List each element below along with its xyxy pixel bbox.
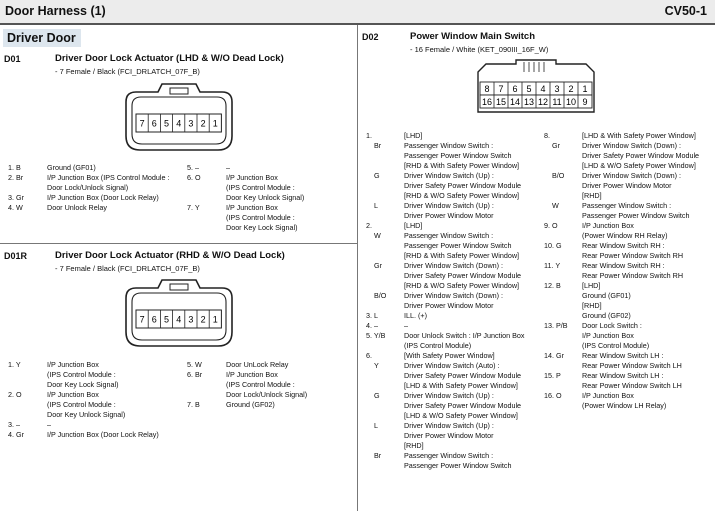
pin-label: 6. Br	[187, 370, 203, 379]
pin-description-line: Door Lock/Unlock Signal)	[226, 390, 308, 399]
pin-label: L	[374, 421, 378, 430]
pin-description-line: Driver Window Switch (Down) :	[404, 291, 504, 300]
pin-description-line: I/P Junction Box	[47, 390, 99, 399]
pin-description-line: Passenger Power Window Switch	[404, 461, 512, 470]
pin-description-line: Ground (GF02)	[582, 311, 631, 320]
pin-description-line: [RHD & W/O Safety Power Window]	[404, 281, 520, 290]
pin-description-line: [RHD & With Safety Power Window]	[404, 161, 520, 170]
pin-description-line: Driver Safety Power Window Module	[404, 371, 522, 380]
connector-subtitle-d01: - 7 Female / Black (FCI_DRLATCH_07F_B)	[55, 67, 200, 76]
connector-diagram-d02	[472, 58, 600, 116]
pin-description-line: Passenger Window Switch :	[582, 201, 672, 210]
pin-label: Br	[374, 141, 382, 150]
pin-label: 10. G	[544, 241, 562, 250]
pin-label: 11. Y	[544, 261, 561, 270]
pin-description-line: (IPS Control Module)	[582, 341, 650, 350]
connector-latch	[170, 284, 188, 290]
pin-description-line: (IPS Control Module :	[226, 380, 295, 389]
pin-label: 16. O	[544, 391, 562, 400]
pin-description-line: Driver Safety Power Window Module	[582, 151, 700, 160]
pin-description-line: [RHD & W/O Safety Power Window]	[404, 191, 520, 200]
pin-description-line: [LHD]	[404, 131, 423, 140]
pin-description-line: I/P Junction Box (IPS Control Module :	[47, 173, 170, 182]
pin-description-line: I/P Junction Box	[582, 221, 634, 230]
pin-number-d02-8: 8	[484, 84, 490, 94]
pin-description-line: Rear Window Switch LH :	[582, 371, 664, 380]
pin-description-line: Driver Window Switch (Up) :	[404, 201, 494, 210]
connector-code-d02: D02	[362, 32, 379, 42]
connector-subtitle-d01r: - 7 Female / Black (FCI_DRLATCH_07F_B)	[55, 264, 200, 273]
pin-description-line: –	[404, 321, 408, 330]
section-label: Driver Door	[3, 29, 81, 47]
pin-description-line: Door Unlock Switch : I/P Junction Box	[404, 331, 525, 340]
pin-label: 2. O	[8, 390, 22, 399]
pin-label: 4. –	[366, 321, 378, 330]
pin-description-line: Driver Power Window Motor	[404, 301, 494, 310]
pin-description-line: Driver Window Switch (Down) :	[582, 141, 682, 150]
section-separator	[0, 243, 357, 244]
pin-description-line: ILL. (+)	[404, 311, 427, 320]
pin-number-d02-4: 4	[540, 84, 546, 94]
pin-description-line: (IPS Control Module :	[47, 370, 116, 379]
connector-subtitle-d02: - 16 Female / White (KET_090III_16F_W)	[410, 45, 549, 54]
pin-label: 8.	[544, 131, 550, 140]
pin-description-line: I/P Junction Box	[582, 331, 634, 340]
pin-description-line: Door UnLock Relay	[226, 360, 289, 369]
pin-label: Gr	[374, 261, 382, 270]
pin-description-line: Driver Window Switch (Auto) :	[404, 361, 500, 370]
pin-number-d02-11: 11	[552, 97, 562, 107]
pin-description-line: Driver Safety Power Window Module	[404, 181, 522, 190]
pin-description-line: Passenger Window Switch :	[404, 231, 494, 240]
pin-description-line: Passenger Power Window Switch	[404, 241, 512, 250]
pin-description-line: [RHD]	[404, 441, 424, 450]
pin-description-line: [LHD & With Safety Power Window]	[582, 131, 696, 140]
pin-description-line: Door Key Unlock Signal)	[47, 410, 126, 419]
pin-number-d01r-7: 7	[139, 314, 145, 325]
pin-number-d01r-6: 6	[151, 314, 157, 325]
pin-label: 13. P/B	[544, 321, 568, 330]
column-divider	[357, 25, 358, 511]
pin-label: 4. Gr	[8, 430, 24, 439]
pin-number-d01r-2: 2	[200, 314, 206, 325]
pin-label: 14. Gr	[544, 351, 564, 360]
pin-number-d01r-3: 3	[188, 314, 194, 325]
pin-description-line: [RHD]	[582, 301, 602, 310]
pin-label: 4. W	[8, 203, 23, 212]
pin-description-line: [LHD]	[404, 221, 423, 230]
pin-number-d02-5: 5	[526, 84, 532, 94]
connector-title-d01r: Driver Door Lock Actuator (RHD & W/O Dead Lock)	[55, 250, 285, 261]
pin-description-line: Passenger Power Window Switch	[404, 151, 512, 160]
pin-description-line: Passenger Power Window Switch	[582, 211, 690, 220]
pin-number-d02-13: 13	[523, 97, 535, 107]
connector-title-d01: Driver Door Lock Actuator (LHD & W/O Dead Lock)	[55, 53, 284, 64]
pin-number-d02-15: 15	[495, 97, 507, 107]
pin-label: Gr	[552, 141, 560, 150]
pin-description-line: Ground (GF02)	[226, 400, 275, 409]
pin-number-d02-7: 7	[498, 84, 504, 94]
pin-description-line: Driver Window Switch (Up) :	[404, 391, 494, 400]
pin-description-line: Ground (GF01)	[582, 291, 631, 300]
pin-number-d02-12: 12	[537, 97, 549, 107]
pin-label: 5. Y/B	[366, 331, 386, 340]
pin-label: 2. Br	[8, 173, 24, 182]
pin-number-d01-4: 4	[176, 118, 182, 129]
pin-label: 7. B	[187, 400, 200, 409]
pin-description-line: [RHD & With Safety Power Window]	[404, 251, 520, 260]
pin-description-line: Door Unlock Relay	[47, 203, 107, 212]
pin-label: Y	[374, 361, 379, 370]
pin-description-line: Driver Power Window Motor	[404, 211, 494, 220]
pin-description-line: (Power Window LH Relay)	[582, 401, 667, 410]
pin-description-line: I/P Junction Box	[226, 370, 278, 379]
pin-description-line: Driver Window Switch (Down) :	[582, 171, 682, 180]
pin-description-line: I/P Junction Box	[226, 173, 278, 182]
connector-diagram-d01	[118, 80, 240, 154]
pin-description-line: Passenger Window Switch :	[404, 141, 494, 150]
pin-label: 1.	[366, 131, 372, 140]
pin-number-d01r-1: 1	[212, 314, 218, 325]
pin-number-d02-1: 1	[582, 84, 588, 94]
pin-description-line: [LHD & With Safety Power Window]	[404, 381, 518, 390]
pin-label: 1. B	[8, 163, 21, 172]
pin-description-line: [RHD]	[582, 191, 602, 200]
pin-description-line: Rear Window Switch RH :	[582, 261, 665, 270]
pin-number-d01r-4: 4	[176, 314, 182, 325]
pin-description-line: –	[226, 163, 230, 172]
pin-description-line: Rear Power Window Switch RH	[582, 251, 684, 260]
page-code: CV50-1	[664, 4, 707, 18]
pin-description-line: I/P Junction Box	[47, 360, 99, 369]
pin-label: 15. P	[544, 371, 561, 380]
pin-number-d01-7: 7	[139, 118, 145, 129]
pin-description-line: –	[47, 420, 51, 429]
pin-number-d02-6: 6	[512, 84, 518, 94]
pin-description-line: I/P Junction Box (Door Lock Relay)	[47, 193, 159, 202]
pin-description-line: I/P Junction Box	[226, 203, 278, 212]
pin-label: G	[374, 171, 380, 180]
pin-description-line: Driver Power Window Motor	[404, 431, 494, 440]
pin-description-line: Door Lock Switch :	[582, 321, 642, 330]
pin-description-line: I/P Junction Box	[582, 391, 634, 400]
pin-label: L	[374, 201, 378, 210]
pin-description-line: Ground (GF01)	[47, 163, 96, 172]
pin-description-line: Driver Safety Power Window Module	[404, 401, 522, 410]
pin-label: Br	[374, 451, 382, 460]
connector-latch	[170, 88, 188, 94]
pin-description-line: Driver Window Switch (Down) :	[404, 261, 504, 270]
page-title: Door Harness (1)	[5, 4, 106, 18]
pin-number-d01-5: 5	[163, 118, 170, 129]
connector-code-d01r: D01R	[4, 251, 28, 261]
pin-number-d02-14: 14	[509, 97, 521, 107]
pin-description-line: [LHD & W/O Safety Power Window]	[582, 161, 696, 170]
pin-label: 5. –	[187, 163, 199, 172]
pin-description-line: Rear Window Switch LH :	[582, 351, 664, 360]
pin-description-line: Driver Power Window Motor	[582, 181, 672, 190]
pin-number-d01-3: 3	[188, 118, 194, 129]
pin-label: B/O	[552, 171, 565, 180]
pin-description-line: I/P Junction Box (Door Lock Relay)	[47, 430, 159, 439]
pin-description-line: (IPS Control Module :	[226, 213, 295, 222]
pin-description-line: Door Key Unlock Signal)	[226, 193, 305, 202]
pin-description-line: Door Lock/Unlock Signal)	[47, 183, 129, 192]
page-header	[0, 0, 715, 25]
connector-code-d01: D01	[4, 54, 21, 64]
pin-number-d01-1: 1	[212, 118, 218, 129]
connector-title-d02: Power Window Main Switch	[410, 31, 536, 42]
pin-label: 3. Gr	[8, 193, 24, 202]
pin-label: B/O	[374, 291, 387, 300]
pin-label: 2.	[366, 221, 372, 230]
pin-label: 12. B	[544, 281, 561, 290]
pin-description-line: Rear Power Window Switch RH	[582, 271, 684, 280]
pin-description-line: (Power Window RH Relay)	[582, 231, 668, 240]
pin-description-line: Driver Window Switch (Up) :	[404, 171, 494, 180]
pin-number-d02-10: 10	[565, 97, 577, 107]
pin-label: W	[374, 231, 381, 240]
pin-description-line: Rear Power Window Switch LH	[582, 361, 682, 370]
pin-description-line: (IPS Control Module :	[226, 183, 295, 192]
pin-description-line: Rear Power Window Switch LH	[582, 381, 682, 390]
pin-description-line: [LHD & W/O Safety Power Window]	[404, 411, 518, 420]
pin-description-line: Door Key Lock Signal)	[226, 223, 298, 232]
pin-number-d02-3: 3	[554, 84, 560, 94]
pin-number-d01-2: 2	[200, 118, 206, 129]
pin-number-d02-2: 2	[568, 84, 574, 94]
pin-label: 7. Y	[187, 203, 200, 212]
pin-description-line: (IPS Control Module :	[47, 400, 116, 409]
pin-description-line: (IPS Control Module)	[404, 341, 472, 350]
pin-number-d02-9: 9	[582, 97, 588, 107]
pin-label: 9. O	[544, 221, 558, 230]
pin-label: 1. Y	[8, 360, 21, 369]
pin-description-line: Driver Window Switch (Up) :	[404, 421, 494, 430]
pin-description-line: Door Key Lock Signal)	[47, 380, 119, 389]
pin-description-line: [LHD]	[582, 281, 601, 290]
pin-label: G	[374, 391, 380, 400]
pin-number-d02-16: 16	[481, 97, 493, 107]
pin-label: 5. W	[187, 360, 202, 369]
pin-label: W	[552, 201, 559, 210]
pin-description-line: Driver Safety Power Window Module	[404, 271, 522, 280]
pin-number-d01r-5: 5	[163, 314, 170, 325]
pin-description-line: Rear Window Switch RH :	[582, 241, 665, 250]
pin-description-line: Passenger Window Switch :	[404, 451, 494, 460]
pin-number-d01-6: 6	[151, 118, 157, 129]
pin-label: 3. –	[8, 420, 20, 429]
pin-label: 6.	[366, 351, 372, 360]
pin-label: 6. O	[187, 173, 201, 182]
pin-description-line: [With Safety Power Window]	[404, 351, 495, 360]
pin-label: 3. L	[366, 311, 378, 320]
connector-diagram-d01r	[118, 276, 240, 350]
